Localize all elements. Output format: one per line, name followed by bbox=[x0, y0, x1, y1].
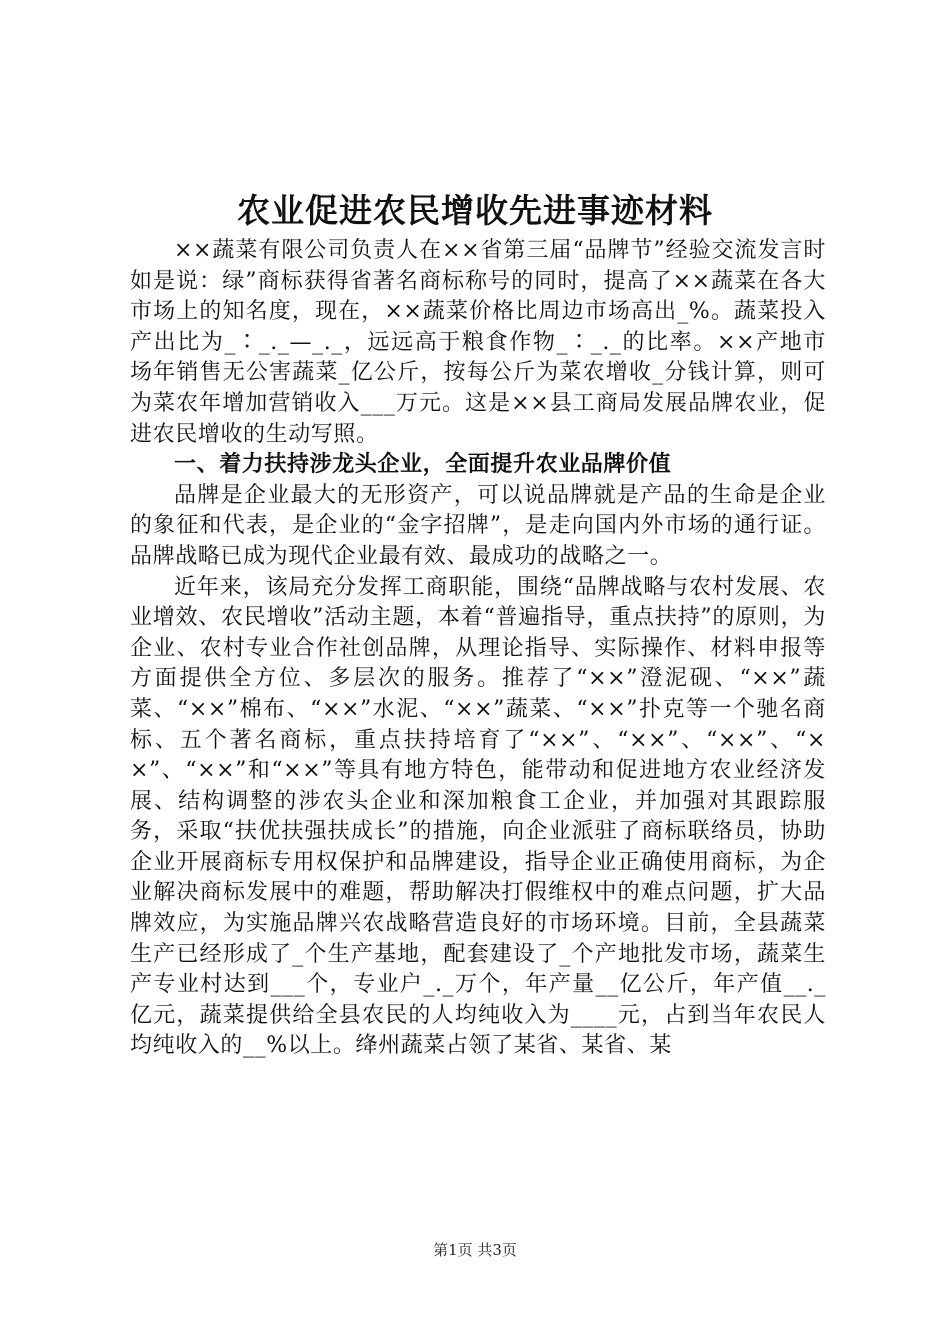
document-body bbox=[130, 236, 826, 1062]
paragraph-recent-years: 近年来，该局充分发挥工商职能，围绕“品牌战略与农村发展、农业增效、农民增收”活动主题，本着“普遍指导，重点扶持”的原则，为企业、农村专业合作社创品牌，从理论指导、实际操作、材料申报等方面提供全方位、多层次的服务。推荐了“××”澄泥砚、“××”蔬菜、“××”棉布、“××”水泥、“××”蔬菜、“××”扑克等一个驰名商标、五个著名商标，重点扶持培育了“××”、“××”、“××”、“××”、“××”和“××”等具有地方特色，能带动和促进地方农业经济发展、结构调整的涉农头企业和深加粮食工企业，并加强对其跟踪服务，采取“扶优扶强扶成长”的措施，向企业派驻了商标联络员，协助企业开展商标专用权保护和品牌建设，指导企业正确使用商标，为企业解决商标发展中的难题，帮助解决打假维权中的难点问题，扩大品牌效应，为实施品牌兴农战略营造良好的市场环境。目前，全县蔬菜生产已经形成了_个生产基地，配套建设了_个产地批发市场，蔬菜生产专业村达到___个，专业户_._万个，年产量__亿公斤，年产值__._亿元，蔬菜提供给全县农民的人均纯收入为____元，占到当年农民人均纯收入的__%以上。绛州蔬菜占领了某省、某省、某 bbox=[130, 574, 826, 1059]
paragraph-brand: 品牌是企业最大的无形资产，可以说品牌就是产品的生命是企业的象征和代表，是企业的“金字招牌”，是走向国内外市场的通行证。品牌战略已成为现代企业最有效、最成功的战略之一。 bbox=[130, 482, 826, 569]
paragraph-intro: ××蔬菜有限公司负责人在××省第三届“品牌节”经验交流发言时如是说：绿”商标获得省著名商标称号的同时，提高了××蔬菜在各大市场上的知名度，现在，××蔬菜价格比周边市场高出_%。蔬菜投入产出比为_∶_._—_._，远远高于粮食作物_∶_._的比率。××产地市场年销售无公害蔬菜_亿公斤，按每公斤为菜农增收_分钱计算，则可为菜农年增加营销收入___万元。这是××县工商局发展品牌农业，促进农民增收的生动写照。 bbox=[130, 238, 826, 447]
document-title: 农业促进农民增收先进事迹材料 bbox=[237, 191, 713, 230]
page-number-footer: 第1页 共3页 bbox=[433, 1241, 517, 1259]
section-heading-1: 一、着力扶持涉龙头企业，全面提升农业品牌价值 bbox=[174, 452, 672, 478]
